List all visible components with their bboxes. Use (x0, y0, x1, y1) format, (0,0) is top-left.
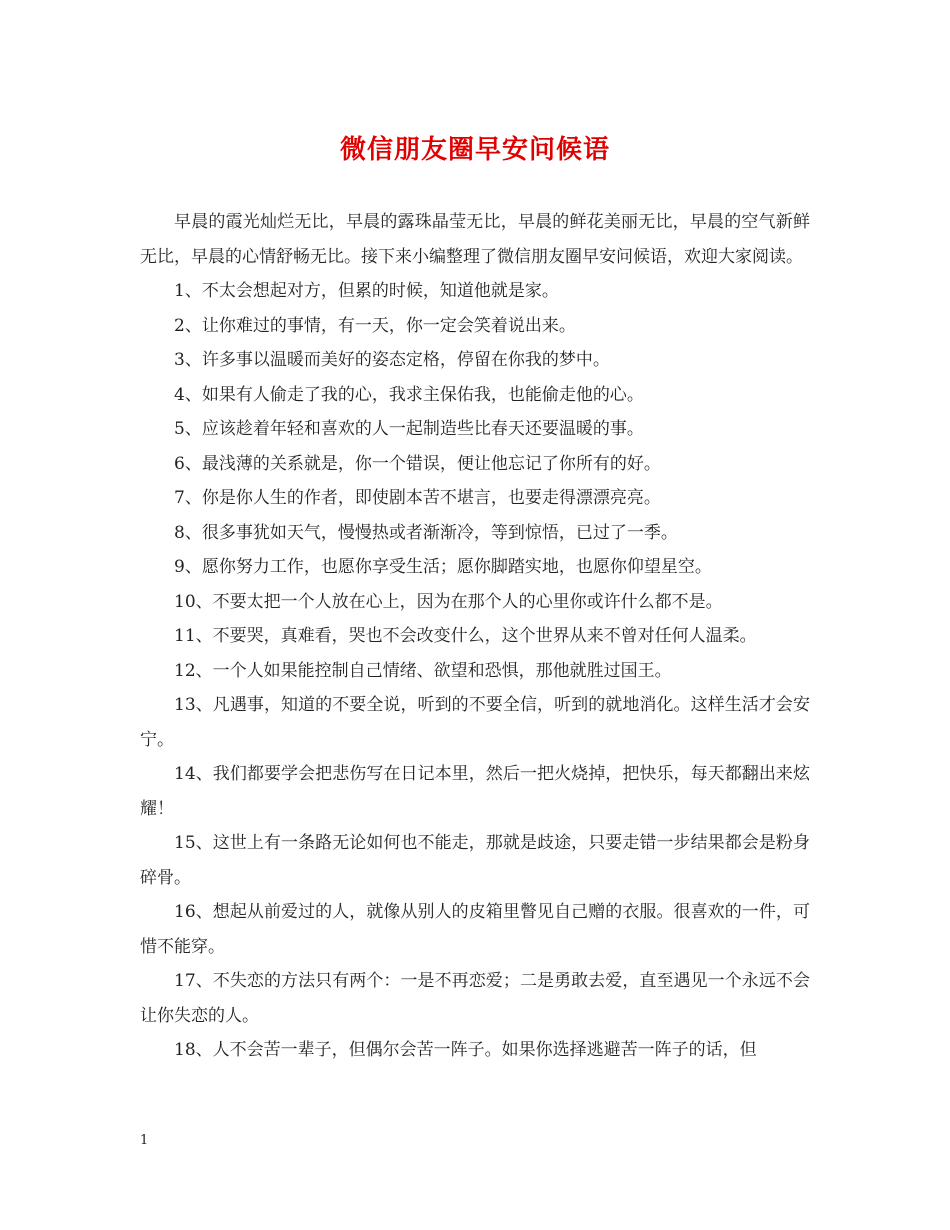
list-item: 5、应该趁着年轻和喜欢的人一起制造些比春天还要温暖的事。 (174, 419, 644, 439)
list-item: 3、许多事以温暖而美好的姿态定格，停留在你我的梦中。 (174, 350, 610, 370)
list-item: 10、不要太把一个人放在心上，因为在那个人的心里你或许什么都不是。 (174, 591, 723, 612)
list-item: 1、不太会想起对方，但累的时候，知道他就是家。 (174, 281, 559, 301)
list-item: 16、想起从前爱过的人，就像从别人的皮箱里瞥见自己赠的衣服。很喜欢的一件，可惜不能穿。 (140, 902, 810, 957)
list-item: 4、如果有人偷走了我的心，我求主保佑我，也能偷走他的心。 (174, 384, 644, 405)
list-item: 13、凡遇事，知道的不要全说，听到的不要全信，听到的就地消化。这样生活才会安宁。 (140, 695, 810, 750)
intro-paragraph: 早晨的霞光灿烂无比，早晨的露珠晶莹无比，早晨的鲜花美丽无比，早晨的空气新鲜无比，早晨的心情舒畅无比。接下来小编整理了微信朋友圈早安问候语，欢迎大家阅读。 (140, 212, 810, 267)
list-item: 2、让你难过的事情，有一天，你一定会笑着说出来。 (174, 315, 576, 336)
page-number: 1 (140, 1133, 149, 1148)
list-item: 18、人不会苦一辈子，但偶尔会苦一阵子。如果你选择逃避苦一阵子的话，但 (174, 1040, 757, 1060)
document-title: 微信朋友圈早安问候语 (339, 135, 610, 165)
list-item: 17、不失恋的方法只有两个：一是不再恋爱；二是勇敢去爱，直至遇见一个永远不会让你失恋的人。 (140, 971, 810, 1026)
list-item: 14、我们都要学会把悲伤写在日记本里，然后一把火烧掉，把快乐，每天都翻出来炫耀！ (140, 764, 810, 819)
list-item: 6、最浅薄的关系就是，你一个错误，便让他忘记了你所有的好。 (174, 453, 661, 474)
list-item: 11、不要哭，真难看，哭也不会改变什么，这个世界从来不曾对任何人温柔。 (174, 626, 757, 646)
document-body (140, 205, 810, 1068)
list-item: 12、一个人如果能控制自己情绪、欲望和恐惧，那他就胜过国王。 (174, 660, 672, 681)
list-item: 9、愿你努力工作，也愿你享受生活；愿你脚踏实地，也愿你仰望星空。 (174, 557, 712, 577)
list-item: 15、这世上有一条路无论如何也不能走，那就是歧途，只要走错一步结果都会是粉身碎骨。 (140, 833, 810, 888)
list-item: 7、你是你人生的作者，即使剧本苦不堪言，也要走得漂漂亮亮。 (174, 488, 661, 508)
list-item: 8、很多事犹如天气，慢慢热或者渐渐冷，等到惊悟，已过了一季。 (174, 522, 678, 543)
